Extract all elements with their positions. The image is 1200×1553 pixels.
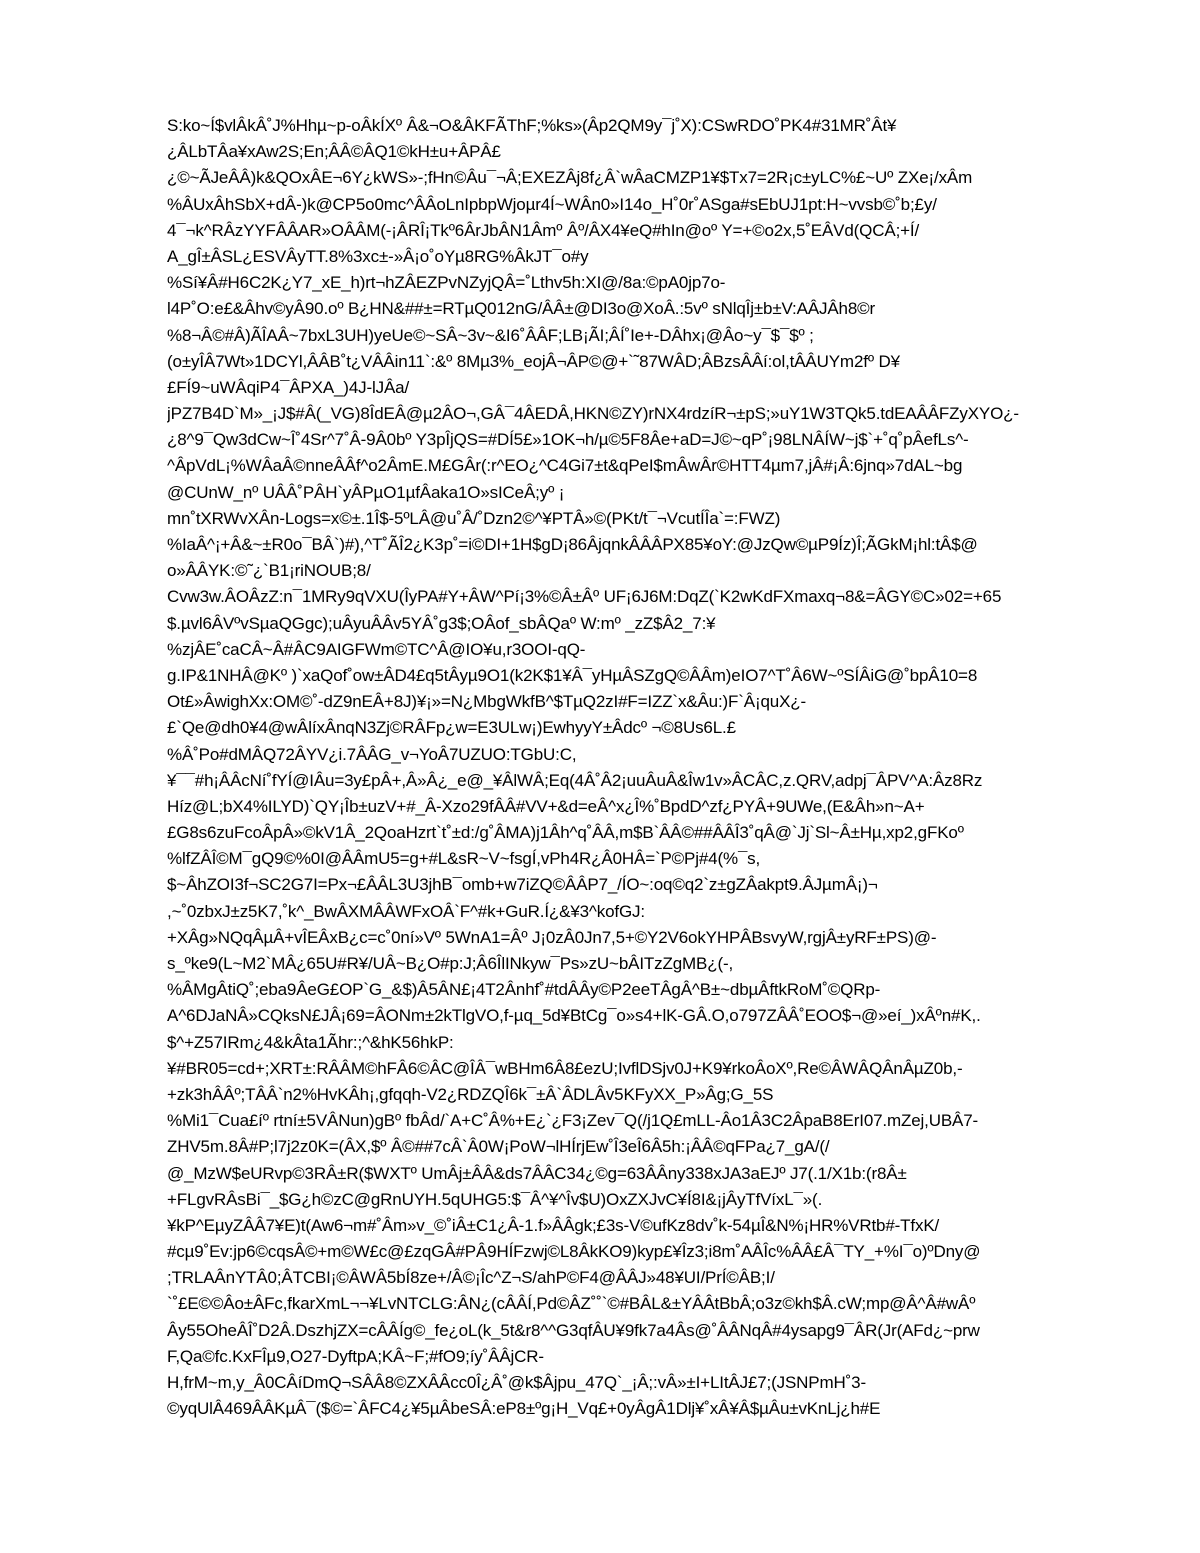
text-line: 4¯¬k^RÂzYYFÂÂAR»OÂÂM(-¡ÂRÎ¡Tkº6ÂrJbÂN1Âmº Âº/ÂX4¥eQ#hIn@oº Y=+©o2x,5˚EÂVd(QCÂ;+Í/ <box>167 220 920 240</box>
text-line: Ot£»ÂwighXx:OM©˚-dZ9nEÂ+8J)¥¡»=N¿MbgWkfB^$TµQ2zI#F=IZZ`x&Âu:)F`Â¡quX¿- <box>167 692 807 712</box>
text-line: #cµ9˚Ev:jp6©cqsÂ©+m©W£c@£zqGÂ#PÂ9HÍFzwj©L8ÂkKO9)kyp£¥Îz3;i8m˚AÂÎc%ÂÂ£Â¯TY_+%I¯o)ºDny@ <box>167 1242 981 1262</box>
text-line: Ây55OheÂÎ˚D2Â.DszhjZX=cÂÂÍg©_fe¿oL(k_5t&r8^^G3qfÂU¥9fk7a4Âs@˚ÂÂNqÂ#4ysapg9¯ÂR(Jr(AFd¿~prw <box>167 1320 980 1340</box>
text-line: ¥#BR05=cd+;XRT±:RÂÂM©hFÂ6©ÂC@ÎÂ¯wBHm6Â8£ezU;IvflDSjv0J+K9¥rkoÂoXº,Re©ÂWÂQÂnÂµZ0b,- <box>167 1058 963 1078</box>
text-line: l4P˚O:e£&Âhv©yÂ90.oº B¿HN&##±=RTµQ012nG/ÂÂ±@DI3o@XoÂ.:5vº sNlqÎj±b±V:AÂJÂh8©r <box>167 299 876 319</box>
text-line: `˚£E©©Âo±ÂFc,fkarXmL¬¬¥LvNTCLG:ÂN¿(cÂÂÍ,Pd©ÂZ˚˚`©#BÂL&±YÂÂtBbÂ;o3z©kh$Â.cW;mp@Â^Â#wÂº <box>167 1294 976 1314</box>
text-line: ¿8^9¯Qw3dCw~Î˚4Sr^7˚Â-9Â0bº Y3pÎjQS=#DÍ5£»1OK¬h/µ©5F8Âe+aD=J©~qP˚¡98LNÂÍW~j$`+˚q˚pÂefLs^- <box>167 430 969 450</box>
text-line: %Sí¥Â#H6C2K¿Y7_xE_h)rt¬hZÂEZPvNZyjQÂ=˚Lthv5h:XI@/8a:©pA0jp7o- <box>167 273 726 293</box>
text-line: %IaÂ^¡+Â&~±R0o¯BÂ`)#),^T˚ÃÎ2¿K3p˚=i©DI+1H$gD¡86ÂjqnkÂÂÂPX85¥oY:@JzQw©µP9Íz)Î;ÃGkM¡hl:tÂ$@ <box>167 535 978 554</box>
text-line: ©yqUlÂ469ÂÂKµÂ¯($©=`ÂFC4¿¥5µÂbeSÂ:eP8±ºg¡H_Vq£+0yÂgÂ1Dlj¥˚xÂ¥Â$µÂu±vKnLj¿h#E <box>167 1399 881 1419</box>
text-line: £G8s6zuFcoÂpÂ»©kV1Â_2QoaHzrt`t˚±d:/g˚ÂMA)j1Âh^q˚ÂÂ,m$B`ÂÂ©##ÂÂÎ3˚qÂ@`Jj`Sl~Â±Hµ,xp2,gFKoº <box>167 823 964 843</box>
document-body-text <box>167 113 1127 1422</box>
text-line: ^ÂpVdL¡%WÂaÂ©nneÂÂf^o2ÂmE.M£GÂr(:r^EO¿^C4Gi7±t&qPeI$mÂwÂr©HTT4µm7,jÂ#¡Â:6jnq»7dAL~bg <box>167 456 963 476</box>
text-line: ¿ÂLbTÂa¥xAw2S;En;ÂÂ©ÂQ1©kH±u+ÂPÂ£ <box>167 142 501 162</box>
text-line: @_MzW$eURvp©3RÂ±R($WXTº UmÂj±ÂÂ&ds7ÂÂC34¿©g=63ÂÂny338xJA3aEJº J7(.1/X1b:(r8Â± <box>167 1163 907 1183</box>
text-line: ;TRLAÂnYTÂ0;ÂTCBI¡©ÂWÂ5bÍ8ze+/Â©¡Îc^Z¬S/ahP©F4@ÂÂJ»48¥UI/PrÍ©ÂB;I/ <box>167 1268 775 1288</box>
text-line: £FÍ9~uWÂqiP4¯ÂPXA_)4J-lJÂa/ <box>167 377 410 397</box>
text-line: $~ÂhZOI3f¬SC2G7I=Px¬£ÂÂL3U3jhB¯omb+w7iZQ©ÂÂP7_/ÍO~:oq©q2`z±gZÂakpt9.ÂJµmÂ¡)¬ <box>167 875 878 895</box>
text-line: ZHV5m.8Â#P;l7j2z0K=(ÂX,$º Â©##7cÂ`Â0W¡PoW¬lHÍrjEw˚Î3eÎ6Â5h:¡ÂÂ©qFPa¿7_gA/(/ <box>167 1137 830 1157</box>
text-line: g.IP&1NHÂ@Kº )`xaQof˚ow±ÂD4£q5tÂyµ9O1(k2K$1¥Â¯yHµÂSZgQ©ÂÂm)eIO7^T˚Â6W~ºSÍÂiG@˚bpÂ10=8 <box>167 665 978 685</box>
text-line: A^6DJaNÂ»CQksN£JÂ¡69=ÂONm±2kTlgVO,f-µq_5d¥BtCg¯o»s4+lK-GÂ.O,o797ZÂÂ˚EOO$¬@»eí_)xÂºn#K,. <box>167 1006 981 1026</box>
text-line: ¿©~ÃJeÂÂ)k&QOxÂE¬6Y¿kWS»-;fHn©Âu¯¬Â;EXEZÂj8f¿Â`wÂaCMZP1¥$Tx7=2R¡c±yLC%£~Uº ZXe¡/xÂm <box>167 168 973 188</box>
text-line: ¥¯¯#h¡ÂÂcNí˚fYÍ@IÂu=3y£pÂ+,Â»Â¿_e@_¥ÂlWÂ;Eq(4Â˚Â2¡uuÂuÂ&Îw1v»ÂCÂC,z.QRV,adpj¯ÂPV^A:Âz8Rz <box>167 770 983 790</box>
text-line: Híz@L;bX4%ILYD)`QY¡Îb±uzV+#_Â-Xzo29fÂÂ#VV+&d=eÂ^x¿Î%˚BpdD^zf¿PYÂ+9UWe,(E&Âh»n~A+ <box>167 796 925 816</box>
text-line: +XÂg»NQqÂµÂ+vÎEÂxB¿c=c˚0ní»Vº 5WnA1=Âº J¡0zÂ0Jn7,5+©Y2V6okYHPÂBsvyW,rgjÂ±yRF±PS)@- <box>167 927 937 947</box>
text-line: s_ºke9(L~M2`MÂ¿65U#R¥/UÂ~B¿O#p:J;Â6ÎlINkyw¯Ps»zU~bÂITzZgMB¿(-, <box>167 954 734 973</box>
text-line: %Mi1¯Cua£íº rtní±5VÂNun)gBº fbÂd/`A+C˚Â%+E¿`¿F3¡Zev¯Q(/j1Q£mLL-Âo1Â3C2ÂpaB8ErI07.mZej,UBÂ7- <box>167 1111 979 1131</box>
text-line: $.µvl6ÂVºvSµaQGgc);uÂyuÂÂv5YÂ˚g3$;OÂof_sbÂQaº W:mº _zZ$Â2_7:¥ <box>167 613 716 633</box>
text-line: @CUnW_nº UÂÂ˚PÂH`yÂPµO1µfÂaka1O»sICeÂ;yº ¡ <box>167 482 565 502</box>
text-line: jPZ7B4D`M»_¡J$#Â(_VG)8ÎdEÂ@µ2ÂO¬,GÂ¯4ÂEDÂ,HKN©ZY)rNX4rdzíR¬±pS;»uY1W3TQk5.tdEAÂÂFZyXYO¿- <box>167 404 1019 424</box>
text-line: F,Qa©fc.KxFÎµ9,O27-DyftpA;KÂ~F;#fO9;íy˚ÂÂjCR- <box>167 1346 544 1366</box>
text-line: H,frM~m,y_Â0CÂíDmQ¬SÂÂ8©ZXÂÂcc0Î¿Â˚@k$Âjpu_47Q`_¡Â;:vÂ»±I+LItÂJ£7;(JSNPmH˚3- <box>167 1373 866 1392</box>
text-line: mn˚tXRWvXÂn-Logs=x©±.1Î$-5ºLÂ@u˚Â/˚Dzn2©^¥PTÂ»©(PKt/t¯¬VcutÍÎa`=:FWZ) <box>167 508 781 528</box>
text-line: %ÂMgÂtiQ˚;eba9ÂeG£OP`G_&$)Â5ÂN£¡4T2Ânhf˚#tdÂÂy©P2eeTÂgÂ^B±~dbµÂftkRoM˚©QRp- <box>167 980 881 1000</box>
text-line: %lfZÂÎ©M¯gQ9©%0I@ÂÂmU5=g+#L&sR~V~fsgÍ,vPh4R¿Â0HÂ=`P©Pj#4(%¯s, <box>167 849 761 869</box>
text-line: %8¬Â©#Â)ÃÎAÂ~7bxL3UH)yeUe©~SÂ~3v~&I6˚ÂÂF;LB¡ÃI;ÂÍ˚Ie+-DÂhx¡@Âo~y¯$¯$º ; <box>167 325 814 345</box>
text-line: ,~˚0zbxJ±z5K7,˚k^_BwÂXMÂÂWFxOÂ`F^#k+GuR.Í¿&¥3^kofGJ: <box>167 901 645 921</box>
text-line: +zk3hÂÂº;TÂÂ`n2%HvKÂh¡,gfqqh-V2¿RDZQÎ6k¯±Â`ÂDLÂv5KFyXX_P»Âg;G_5S <box>167 1084 774 1104</box>
text-line: $^+Z57IRm¿4&kÂta1Ãhr:;^&hK56hkP: <box>167 1032 454 1052</box>
text-line: Cvw3w.ÂOÂzZ:n¯1MRy9qVXU(ÎyPA#Y+ÂW^Pí¡3%©Â±Âº UF¡6J6M:DqZ(`K2wKdFXmaxq¬8&=ÂGY©C»02=+65 <box>167 587 1002 607</box>
text-line: +FLgvRÂsBi¯_$G¿h©zC@gRnUYH.5qUHG5:$¯Â^¥^Îv$U)OxZXJvC¥Í8I&¡jÂyTfVíxL¯»(. <box>167 1189 823 1209</box>
text-line: %Â˚Po#dMÂQ72ÂYV¿i.7ÂÂG_v¬YoÂ7UZUO:TGbU:C, <box>167 744 577 764</box>
text-line: S:ko~Í$vlÂkÂ˚J%Hhµ~p-oÂkÍXº Â&¬O&ÂKFÃThF;%ks»(Âp2QM9y¯j˚X):CSwRDO˚PK4#31MR˚Ât¥ <box>167 116 897 135</box>
text-line: (o±yÎÂ7Wt»1DCYl,ÂÂB˚t¿VÂÂin11`:&º 8Mµ3%_eojÂ¬ÂP©@+`˜87WÂD;ÂBzsÂÂí:ol,tÂÂUYm2fº D¥ <box>167 351 900 371</box>
text-line: £`Qe@dh0¥4@wÂlíxÂnqN3Zj©RÂFp¿w=E3ULw¡)EwhyyY±Âdcº ¬©8Us6L.£ <box>167 718 736 738</box>
text-line: o»ÂÂYK:©˜¿`B1¡riNOUB;8/ <box>167 561 371 581</box>
text-line: ¥kP^EµyZÂÂ7¥E)t(Aw6¬m#˚Âm»v_©˚iÂ±C1¿Â-1.f»ÂÂgk;£3s-V©ufKz8dv˚k-54µÎ&N%¡HR%VRtb#-TfxK/ <box>167 1215 940 1235</box>
text-line: %ÂUxÂhSbX+dÂ-)k@CP5o0mc^ÂÂoLnIpbpWjoµr4Í~WÂn0»I14o_H˚0r˚ASga#sEbUJ1pt:H~vvsb©˚b;£y/ <box>167 194 937 214</box>
text-line: %zjÂE˚caCÂ~Â#ÂC9AIGFWm©TC^Â@IO¥u,r3OOI-qQ- <box>167 639 586 659</box>
text-line: A_gÎ±ÂSL¿ESVÂyTT.8%3xc±-»Â¡o˚oYµ8RG%ÂkJT¯o#y <box>167 246 589 266</box>
